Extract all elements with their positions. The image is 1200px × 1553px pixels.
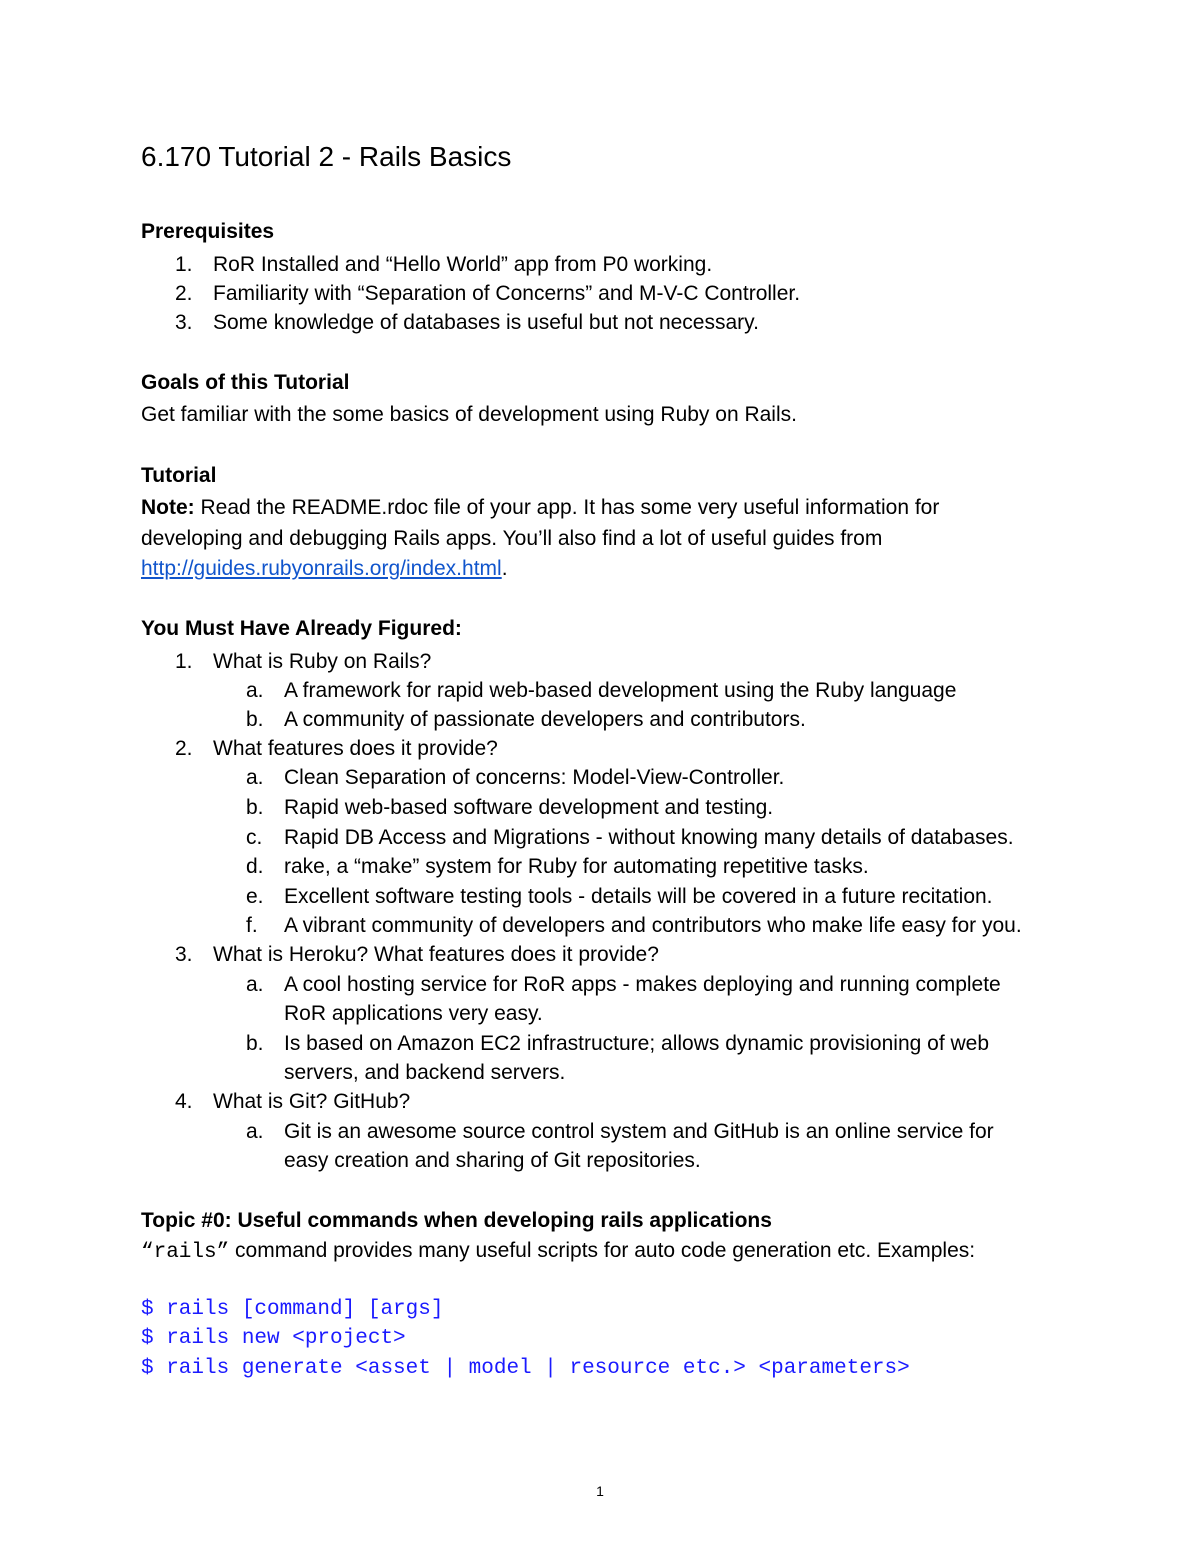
sub-list-text: A community of passionate developers and contributors. — [284, 708, 806, 731]
link-suffix: . — [501, 557, 508, 580]
sub-list-letter: a. — [246, 973, 264, 996]
list-number: 4. — [175, 1090, 193, 1113]
list-number: 3. — [175, 943, 193, 966]
list-number: 3. — [175, 311, 193, 334]
guides-link[interactable]: http://guides.rubyonrails.org/index.html — [141, 557, 502, 580]
list-text: Familiarity with “Separation of Concerns” and M-V-C Controller. — [213, 282, 801, 305]
sub-list-letter: d. — [246, 855, 264, 878]
sub-list-letter: c. — [246, 826, 263, 849]
tutorial-heading: Tutorial — [141, 464, 217, 487]
page-number: 1 — [596, 1483, 604, 1499]
rails-code-word: “rails” — [141, 1241, 230, 1264]
list-text: What is Heroku? What features does it provide? — [213, 943, 659, 966]
sub-list-text: Rapid web-based software development and testing. — [284, 796, 774, 819]
topic0-heading: Topic #0: Useful commands when developing rails applications — [141, 1209, 772, 1232]
goals-heading: Goals of this Tutorial — [141, 371, 350, 394]
figured-heading: You Must Have Already Figured: — [141, 617, 462, 640]
list-text: Some knowledge of databases is useful but not necessary. — [213, 311, 759, 334]
sub-list-letter: b. — [246, 1032, 264, 1055]
sub-list-text: Is based on Amazon EC2 infrastructure; allows dynamic provisioning of web — [284, 1032, 990, 1055]
sub-list-letter: f. — [246, 914, 258, 937]
sub-list-text: A framework for rapid web-based development using the Ruby language — [284, 679, 957, 702]
sub-list-letter: a. — [246, 679, 264, 702]
list-number: 1. — [175, 650, 193, 673]
sub-list-text: A vibrant community of developers and contributors who make life easy for you. — [284, 914, 1022, 937]
list-number: 2. — [175, 737, 193, 760]
sub-list-letter: a. — [246, 766, 264, 789]
goals-text: Get familiar with the some basics of development using Ruby on Rails. — [141, 403, 797, 426]
note-paragraph-line1 — [141, 493, 939, 523]
topic0-text — [141, 1236, 975, 1268]
document-title: 6.170 Tutorial 2 - Rails Basics — [141, 141, 512, 172]
list-text: What is Ruby on Rails? — [213, 650, 432, 673]
code-line: $ rails generate <asset | model | resource etc.> <parameters> — [141, 1357, 910, 1380]
sub-list-letter: a. — [246, 1120, 264, 1143]
sub-list-text: Clean Separation of concerns: Model-View-Controller. — [284, 766, 785, 789]
sub-list-text: Git is an awesome source control system and GitHub is an online service for — [284, 1120, 994, 1143]
list-text: RoR Installed and “Hello World” app from P0 working. — [213, 253, 713, 276]
note-paragraph-line3 — [141, 554, 508, 584]
code-line: $ rails new <project> — [141, 1327, 406, 1350]
topic0-description: command provides many useful scripts for auto code generation etc. Examples: — [229, 1239, 976, 1262]
sub-list-text: Excellent software testing tools - details will be covered in a future recitation. — [284, 885, 993, 908]
note-paragraph-line2: developing and debugging Rails apps. You’ll also find a lot of useful guides from — [141, 527, 883, 550]
sub-list-text: A cool hosting service for RoR apps - makes deploying and running complete — [284, 973, 1001, 996]
sub-list-text: Rapid DB Access and Migrations - without knowing many details of databases. — [284, 826, 1014, 849]
note-label: Note: — [141, 496, 195, 519]
sub-list-letter: b. — [246, 796, 264, 819]
list-number: 1. — [175, 253, 193, 276]
sub-list-letter: b. — [246, 708, 264, 731]
list-number: 2. — [175, 282, 193, 305]
sub-list-text: servers, and backend servers. — [284, 1061, 566, 1084]
sub-list-text: RoR applications very easy. — [284, 1002, 543, 1025]
prerequisites-heading: Prerequisites — [141, 220, 275, 243]
code-line: $ rails [command] [args] — [141, 1298, 444, 1321]
sub-list-letter: e. — [246, 885, 264, 908]
note-text: Read the README.rdoc file of your app. It has some very useful information for — [194, 496, 940, 519]
list-text: What features does it provide? — [213, 737, 498, 760]
sub-list-text: rake, a “make” system for Ruby for automating repetitive tasks. — [284, 855, 869, 878]
sub-list-text: easy creation and sharing of Git repositories. — [284, 1149, 701, 1172]
list-text: What is Git? GitHub? — [213, 1090, 411, 1113]
